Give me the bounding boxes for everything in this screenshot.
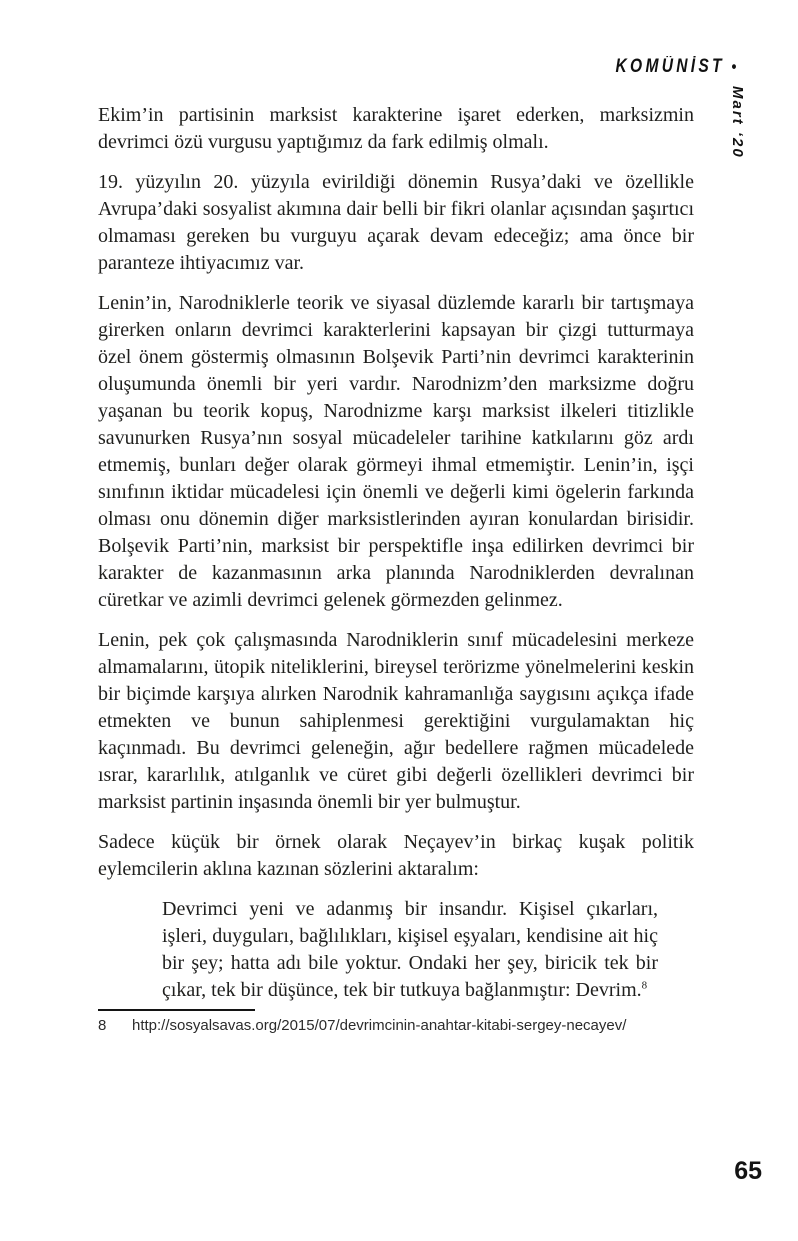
- footnote-ref-marker: 8: [641, 979, 648, 992]
- body-paragraph-5: Sadece küçük bir örnek olarak Neçayev’in birkaç kuşak politik eylemcilerin aklına kazınan sözlerini aktaralım:: [98, 831, 694, 880]
- body-paragraph-3: Lenin’in, Narodniklerle teorik ve siyasal düzlemde kararlı bir tartışmaya girerken onların devrimci karakterlerini kapsayan bir çizgi tutturmaya özel önem göstermiş olmasının Bolşevik Parti’nin devrimci karakterinin oluşumunda önemli bir yeri vardır. Narodnizm’den marksizme doğru yaşanan bu teorik kopuş, Narodnizme karşı marksist ilkeleri titizlikle savunurken Rusya’nın sosyal mücadeleler tarihine katkılarını göz ardı etmemiş, bunları değer olarak görmeyi ihmal etmemiştir. Lenin’in, işçi sınıfının iktidar mücadelesi için önemli ve değerli kimi ögelerin farkında olması onu dönemin diğer marksistlerinden ayıran konulardan birisidir. Bolşevik Parti’nin, marksist bir perspektifle inşa edilirken devrimci bir karakter de kazanmasının arka planında Narodniklerden devralınan cüretkar ve azimli devrimci gelenek görmezden gelinmez.: [98, 292, 694, 611]
- footnote-separator: [98, 1009, 255, 1011]
- footnote: [98, 1009, 694, 1036]
- quote-block: [162, 896, 658, 1004]
- body-paragraph-1: Ekim’in partisinin marksist karakterine işaret ederken, marksizmin devrimci özü vurgusu yaptığımız da fark edilmiş olmalı.: [98, 104, 694, 153]
- page-number: 65: [734, 1157, 762, 1185]
- page-content: [98, 102, 694, 1036]
- body-paragraph-4: Lenin, pek çok çalışmasında Narodniklerin sınıf mücadelesini merkeze almamalarını, ütopik niteliklerini, bireysel terörizme yönelmelerini keskin bir biçimde karşıya alırken Narodnik kahramanlığa saygısını açıkça ifade etmekten ve bunun sahiplenmesi gerektiğini vurgulamaktan hiç kaçınmadı. Bu devrimci geleneğin, ağır bedellere rağmen mücadelede ısrar, kararlılık, atılganlık ve cüret gibi değerli özellikleri devrimci bir marksist partinin inşasında önemli bir yer bulmuştur.: [98, 629, 694, 813]
- header-bullet-icon: •: [731, 57, 736, 76]
- journal-header: [615, 56, 736, 78]
- footnote-entry: [98, 1016, 694, 1036]
- footnote-number: 8: [98, 1017, 107, 1034]
- quote-text: Devrimci yeni ve adanmış bir insandır. Kişisel çıkarları, işleri, duyguları, bağlılıkları, kişisel eşyaları, kendisine ait hiç bir şey; hatta adı bile yoktur. Ondaki her şey, biricik tek bir çıkar, tek bir düşünce, tek bir tutkuya bağlanmıştır: Devrim.: [162, 898, 658, 1001]
- body-paragraph-2: 19. yüzyılın 20. yüzyıla evirildiği dönemin Rusya’daki ve özellikle Avrupa’daki sosyalist akımına dair belli bir fikri olanlar açısından şaşırtıcı olmaması gereken bu vurguyu açarak devam edeceğiz; ama önce bir paranteze ihtiyacımız var.: [98, 171, 694, 274]
- footnote-url: http://sosyalsavas.org/2015/07/devrimcinin-anahtar-kitabi-sergey-necayev/: [132, 1017, 627, 1034]
- issue-date: Mart ‘20: [729, 86, 746, 159]
- journal-title: KOMÜNİST: [615, 56, 725, 77]
